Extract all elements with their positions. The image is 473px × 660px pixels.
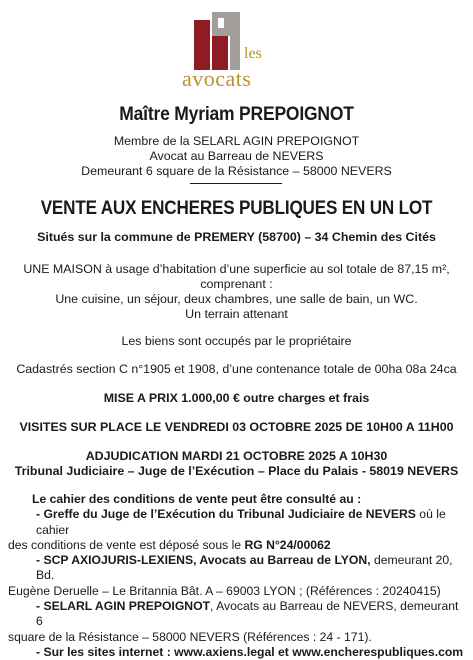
logo-notch bbox=[218, 18, 224, 28]
logo-block-gray-small bbox=[230, 36, 240, 70]
greffe-text-2: des conditions de vente est déposé sous le bbox=[8, 537, 245, 552]
logo-block-red bbox=[212, 36, 228, 70]
logo-block-gray bbox=[212, 12, 240, 36]
scp-text: demeurant 20, Bd. bbox=[36, 553, 453, 583]
description-line-1: UNE MAISON à usage d’habitation d’une superficie au sol totale de 87,15 m², bbox=[23, 262, 450, 276]
lawyer-name: Maître Myriam PREPOIGNOT bbox=[119, 104, 354, 125]
divider bbox=[190, 183, 282, 184]
adjudication-court: Tribunal Judiciaire – Juge de l’Exécution – Place du Palais - 58019 NEVERS bbox=[14, 464, 459, 478]
conditions-greffe-cont bbox=[8, 538, 466, 553]
logo-block-red-tall bbox=[194, 20, 210, 70]
description-line-4: Un terrain attenant bbox=[185, 307, 288, 321]
les-avocats-logo bbox=[178, 6, 288, 92]
description-line-3: Une cuisine, un séjour, deux chambres, une salle de bain, un WC. bbox=[55, 292, 418, 306]
starting-price: MISE A PRIX 1.000,00 € outre charges et frais bbox=[103, 391, 370, 405]
adjudication-date: ADJUDICATION MARDI 21 OCTOBRE 2025 A 10H30 bbox=[85, 449, 388, 463]
conditions-selarl-cont: square de la Résistance – 58000 NEVERS (Références : 24 - 171). bbox=[8, 629, 372, 644]
selarl-text: , Avocats au Barreau de NEVERS, demeurant 6 bbox=[36, 599, 459, 629]
conditions-block bbox=[8, 492, 466, 660]
lawyer-line-membership: Membre de la SELARL AGIN PREPOIGNOT bbox=[113, 134, 360, 148]
visits-text: VISITES SUR PLACE LE VENDREDI 03 OCTOBRE 2025 DE 10H00 A 11H00 bbox=[19, 420, 454, 434]
conditions-websites: - Sur les sites internet : www.axiens.legal et www.encherespubliques.com bbox=[36, 644, 464, 659]
sale-location: Situés sur la commune de PREMERY (58700) – 34 Chemin des Cités bbox=[37, 230, 436, 244]
greffe-label: - Greffe du Juge de l’Exécution du Tribunal Judiciaire de NEVERS bbox=[36, 507, 416, 522]
description-line-2: comprenant : bbox=[200, 277, 273, 291]
conditions-selarl bbox=[8, 599, 466, 630]
conditions-greffe bbox=[8, 507, 466, 538]
lawyer-line-address: Demeurant 6 square de la Résistance – 58000 NEVERS bbox=[81, 164, 392, 178]
greffe-rg: RG N°24/00062 bbox=[244, 537, 331, 552]
sale-title: VENTE AUX ENCHERES PUBLIQUES EN UN LOT bbox=[40, 198, 433, 219]
logo-text-avocats: avocats bbox=[182, 66, 252, 91]
occupation-text: Les biens sont occupés par le propriétaire bbox=[121, 334, 352, 348]
conditions-scp-cont: Eugène Deruelle – Le Britannia Bât. A – 69003 LYON ; (Références : 20240415) bbox=[8, 583, 441, 598]
cadastre-text: Cadastrés section C n°1905 et 1908, d’une contenance totale de 00ha 08a 24ca bbox=[16, 362, 457, 376]
selarl-label: - SELARL AGIN PREPOIGNOT bbox=[36, 599, 211, 614]
lawyer-line-bar: Avocat au Barreau de NEVERS bbox=[149, 149, 324, 163]
logo-text-les: les bbox=[244, 45, 262, 62]
scp-label: - SCP AXIOJURIS-LEXIENS, Avocats au Barreau de LYON, bbox=[36, 553, 371, 568]
conditions-scp bbox=[8, 553, 466, 584]
greffe-text: où le cahier bbox=[36, 507, 446, 537]
conditions-intro: Le cahier des conditions de vente peut être consulté au : bbox=[32, 492, 362, 506]
